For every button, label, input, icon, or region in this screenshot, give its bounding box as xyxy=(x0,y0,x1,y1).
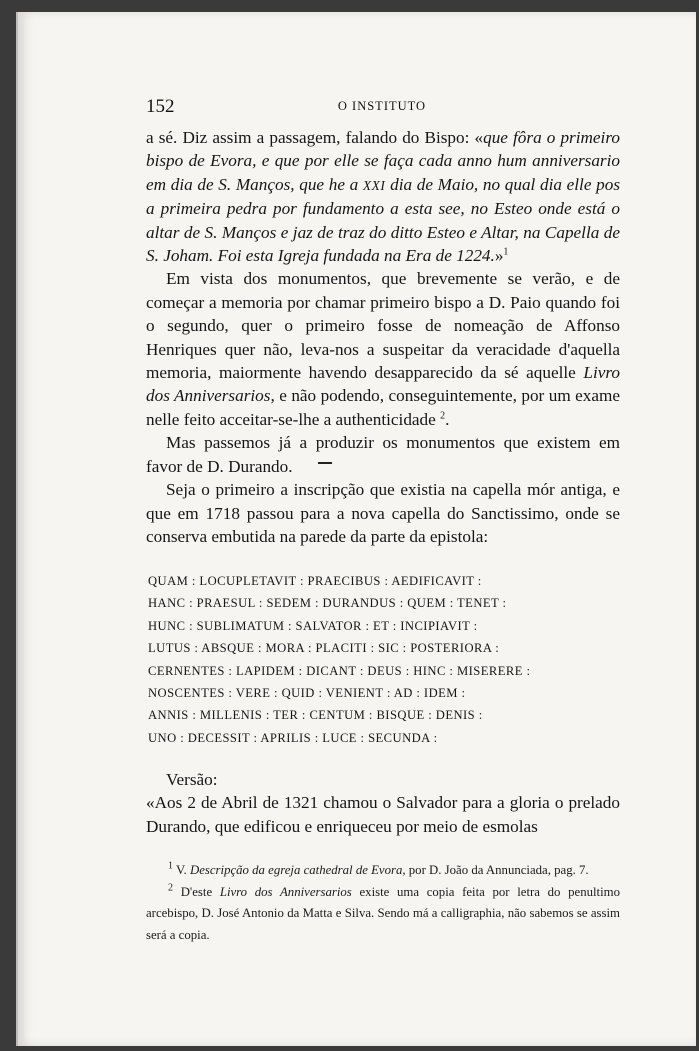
version-section xyxy=(146,768,620,838)
inscription-line: NOSCENTES : VERE : QUID : VENIENT : AD : IDEM : xyxy=(148,686,466,701)
paragraph-4: Seja o primeiro a inscripção que existia na capella mór antiga, e que em 1718 passou para a nova capella do Sanctissimo, onde se conserva embutida na parede da parte da epistola: xyxy=(146,480,620,546)
inscription-line: LUTUS : ABSQUE : MORA : PLACITI : SIC : POSTERIORA : xyxy=(148,641,500,656)
paragraph-2: Em vista dos monumentos, que brevemente se verão, e de começar a memoria por chamar primeiro bispo a D. Paio quando foi o segundo, quer o primeiro fosse de nomeação de Affonso Henriques quer não, leva-nos a suspeitar da veracidade d'aquella memoria, maiormente havendo desapparecido da sé aquelle Livro dos Anniversarios, e não podendo, conseguintemente, por um exame nelle feito acceitar-se-lhe a authenticidade $^2$. xyxy=(146,269,621,429)
running-title: O INSTITUTO xyxy=(337,99,427,113)
footnote-ref-1: 1 xyxy=(503,246,509,258)
footnotes xyxy=(146,860,620,946)
inscription-line: CERNENTES : LAPIDEM : DICANT : DEUS : HINC : MISERERE : xyxy=(148,663,531,678)
footnote-ref-2: 2 xyxy=(440,410,446,422)
footnote-1: $^1$ V. Descripção da egreja cathedral de Evora, por D. João da Annunciada, pag. 7. xyxy=(168,860,589,877)
version-text: «Aos 2 de Abril de 1321 chamou o Salvador para a gloria o prelado Durando, que edificou e enriqueceu por meio de esmolas xyxy=(146,793,620,836)
paragraph-3: Mas passemos já a produzir os monumentos que existem em favor de D. Durando. xyxy=(146,433,620,476)
dash-rule xyxy=(318,462,332,464)
footnote-2: $^2$ D'este Livro dos Anniversarios existe uma copia feita por letra do penultimo arcebispo, D. José Antonio da Matta e Silva. Sendo má a calligraphia, não sabemos se assim será a copia. xyxy=(146,882,621,942)
page-number: 152 xyxy=(146,96,175,117)
page-header xyxy=(146,96,618,118)
version-label: Versão: xyxy=(166,770,218,789)
inscription-line: QUAM : LOCUPLETAVIT : PRAECIBUS : AEDIFICAVIT : xyxy=(148,574,482,588)
inscription-line: UNO : DECESSIT : APRILIS : LUCE : SECUNDA : xyxy=(148,730,438,745)
body-text xyxy=(146,126,620,548)
inscription-line: HANC : PRAESUL : SEDEM : DURANDUS : QUEM : TENET : xyxy=(148,596,507,611)
inscription-line: HUNC : SUBLIMATUM : SALVATOR : ET : INCIPIAVIT : xyxy=(148,618,478,633)
inscription-line: ANNIS : MILLENIS : TER : CENTUM : BISQUE : DENIS : xyxy=(148,708,483,723)
latin-inscription xyxy=(148,570,618,749)
paragraph-1: a sé. Diz assim a passagem, falando do Bispo: «que fôra o primeiro bispo de Evora, e que por elle se faça cada anno hum anniversario em dia de S. Manços, que he a XXI dia de Maio, no qual dia elle pos a primeira pedra por fundamento a esta see, no Esteo onde está o altar de S. Manços e jaz de traz do ditto Esteo e Altar, na Capella de S. Joham. Foi esta Igreja fundada na Era de 1224.»$^1$ xyxy=(146,128,621,266)
